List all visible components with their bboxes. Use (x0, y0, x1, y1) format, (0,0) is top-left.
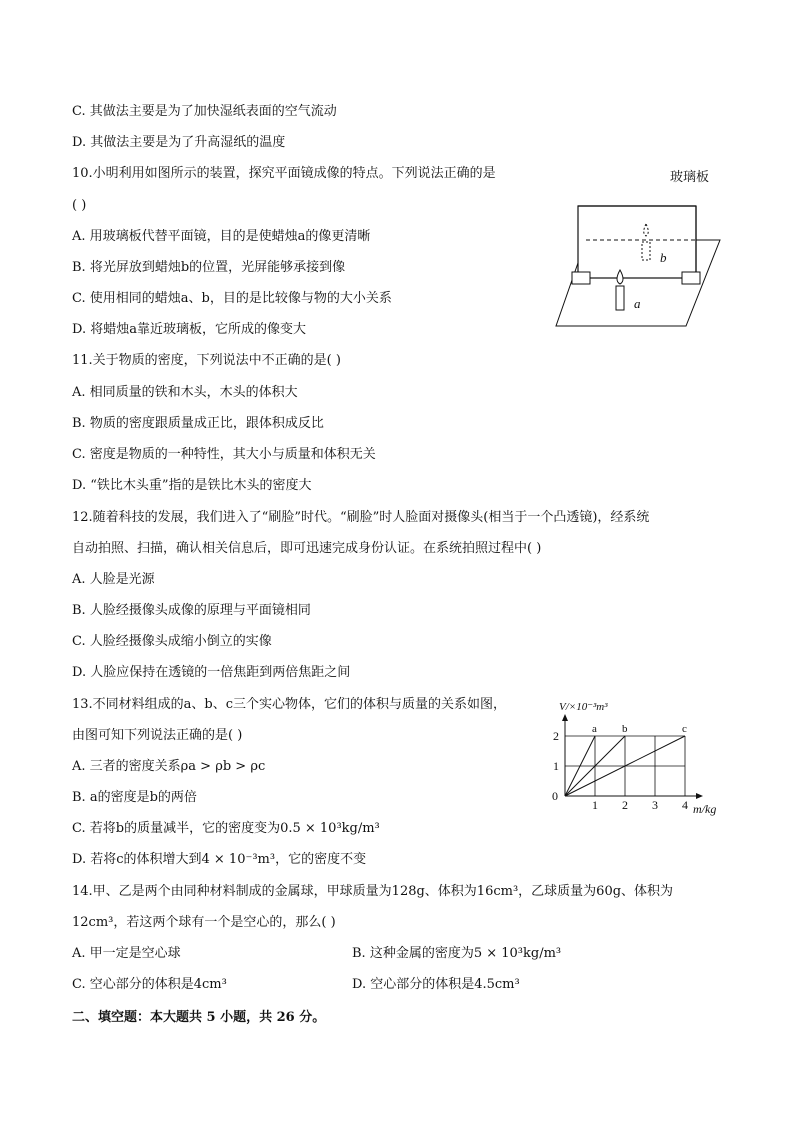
q13-option-c: C. 若将b的质量减半，它的密度变为0.5 × 10³kg/m³ (72, 821, 380, 836)
q9-option-d: D. 其做法主要是为了升高湿纸的温度 (72, 135, 286, 150)
q13-stem-line2: 由图可知下列说法正确的是( ) (72, 728, 243, 743)
q14-option-a: A. 甲一定是空心球 (72, 946, 181, 961)
q12-stem-line2: 自动拍照、扫描，确认相关信息后，即可迅速完成身份认证。在系统拍照过程中( ) (72, 541, 542, 556)
q12-option-a: A. 人脸是光源 (72, 572, 155, 587)
y-tick-label: 1 (553, 759, 559, 773)
q10-mirror-figure (550, 162, 730, 332)
q11-option-b: B. 物质的密度跟质量成正比，跟体积成反比 (72, 416, 324, 431)
q10-option-a: A. 用玻璃板代替平面镜，目的是使蜡烛a的像更清晰 (72, 229, 371, 244)
q12-stem-line1: 12.随着科技的发展，我们进入了“刷脸”时代。“刷脸”时人脸面对摄像头(相当于一个凸透镜)，经系统 (72, 510, 650, 525)
q13-option-a: A. 三者的密度关系ρa > ρb > ρc (72, 759, 266, 774)
y-tick-label: 2 (553, 729, 559, 743)
q12-option-d: D. 人脸应保持在透镜的一倍焦距到两倍焦距之间 (72, 665, 351, 680)
series-label-a: a (592, 723, 597, 735)
q10-answer-paren: ( ) (72, 198, 87, 213)
q10-option-d: D. 将蜡烛a靠近玻璃板，它所成的像变大 (72, 322, 306, 337)
q14-option-c: C. 空心部分的体积是4cm³ (72, 977, 227, 992)
q14-option-b: B. 这种金属的密度为5 × 10³kg/m³ (352, 946, 562, 961)
x-axis-arrow (696, 793, 703, 799)
q9-option-c: C. 其做法主要是为了加快湿纸表面的空气流动 (72, 104, 337, 119)
y-axis-label: V/×10⁻³m³ (559, 701, 608, 713)
q11-option-d: D. “铁比木头重”指的是铁比木头的密度大 (72, 478, 312, 493)
q12-option-c: C. 人脸经摄像头成缩小倒立的实像 (72, 634, 272, 649)
section-2-heading: 二、填空题：本大题共 5 小题，共 26 分。 (72, 1010, 326, 1025)
x-tick-label: 4 (682, 798, 688, 812)
q14-stem-line2: 12cm³，若这两个球有一个是空心的，那么( ) (72, 915, 336, 930)
q13-option-d: D. 若将c的体积增大到4 × 10⁻³m³，它的密度不变 (72, 852, 367, 867)
series-label-b: b (622, 723, 628, 735)
candle-a-label: a (634, 296, 641, 311)
q10-option-b: B. 将光屏放到蜡烛b的位置，光屏能够承接到像 (72, 260, 346, 275)
glass-plate-label: 玻璃板 (670, 169, 710, 184)
q13-volume-mass-chart (548, 698, 728, 822)
x-tick-label: 1 (592, 798, 598, 812)
q11-option-a: A. 相同质量的铁和木头，木头的体积大 (72, 385, 298, 400)
y-axis-arrow (562, 714, 568, 721)
q11-option-c: C. 密度是物质的一种特性，其大小与质量和体积无关 (72, 447, 376, 462)
q10-option-c: C. 使用相同的蜡烛a、b，目的是比较像与物的大小关系 (72, 291, 392, 306)
x-axis-label: m/kg (693, 802, 717, 816)
x-tick-label: 2 (622, 798, 628, 812)
candle-b-label: b (660, 250, 667, 265)
q12-option-b: B. 人脸经摄像头成像的原理与平面镜相同 (72, 603, 311, 618)
q13-option-b: B. a的密度是b的两倍 (72, 790, 197, 805)
q14-option-d: D. 空心部分的体积是4.5cm³ (352, 977, 520, 992)
q11-stem: 11.关于物质的密度，下列说法中不正确的是( ) (72, 353, 341, 368)
q10-stem: 10.小明利用如图所示的装置，探究平面镜成像的特点。下列说法正确的是 (72, 166, 496, 181)
series-label-c: c (682, 723, 687, 735)
origin-label: 0 (552, 789, 558, 803)
q14-stem-line1: 14.甲、乙是两个由同种材料制成的金属球，甲球质量为128g、体积为16cm³，乙球质量为60g、体积为 (72, 884, 674, 899)
x-tick-label: 3 (652, 798, 658, 812)
q13-stem-line1: 13.不同材料组成的a、b、c三个实心物体，它们的体积与质量的关系如图， (72, 697, 507, 712)
